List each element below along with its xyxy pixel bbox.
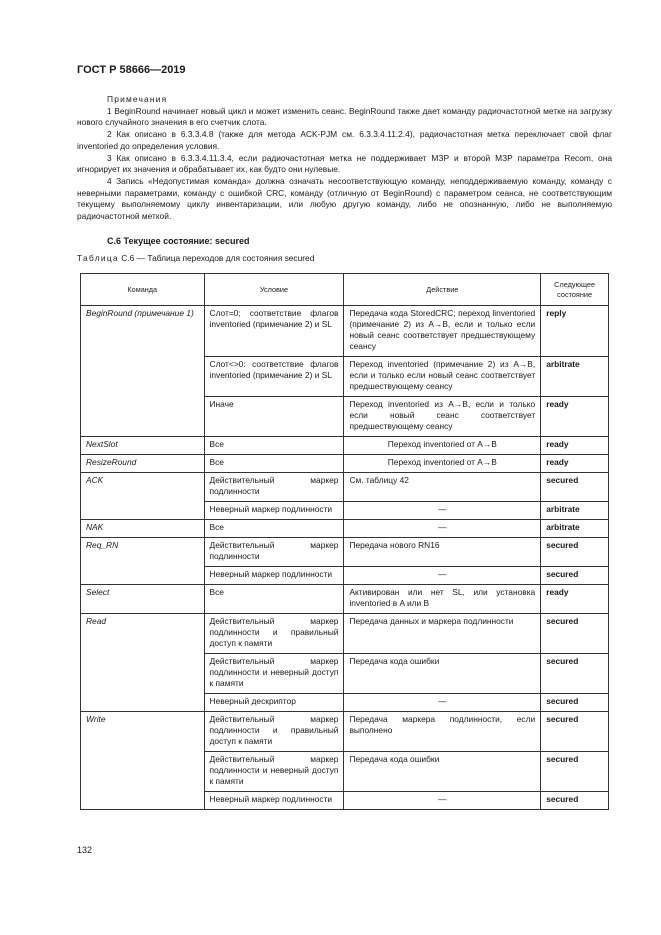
next-state-cell: ready xyxy=(541,397,609,437)
table-header-row xyxy=(81,274,609,306)
note-item: 1 BeginRound начинает новый цикл и может изменить сеанс. BeginRound также дает команду радиочастотной метке на загрузку нового случайного значения в его счетчик слота. xyxy=(77,105,612,128)
action-cell: Активирован или нет SL, или установка inventoried в A или B xyxy=(344,585,541,614)
command-cell: ACK xyxy=(81,473,205,520)
command-cell: Read xyxy=(81,614,205,712)
condition-cell: Иначе xyxy=(204,397,344,437)
condition-cell: Неверный маркер подлинности xyxy=(204,502,344,520)
condition-cell: Действительный маркер подлинности и неверный доступ к памяти xyxy=(204,654,344,694)
table-caption-prefix: Таблица xyxy=(77,253,119,263)
next-state-cell: secured xyxy=(541,473,609,502)
next-state-cell: ready xyxy=(541,585,609,614)
section-title: С.6 Текущее состояние: secured xyxy=(107,236,250,246)
table-row xyxy=(81,306,609,357)
condition-cell: Неверный маркер подлинности xyxy=(204,567,344,585)
next-state-cell: arbitrate xyxy=(541,520,609,538)
next-state-cell: secured xyxy=(541,538,609,567)
next-state-cell: secured xyxy=(541,614,609,654)
action-cell: — xyxy=(344,520,541,538)
action-cell: Передача кода ошибки xyxy=(344,752,541,792)
action-cell: Передача данных и маркера подлинности xyxy=(344,614,541,654)
action-cell: Передача кода StoredCRC; переход linventoried (примечание 2) из A→B, если и только если новый сеанс соответствует предшествующему сеансу xyxy=(344,306,541,357)
action-cell: — xyxy=(344,502,541,520)
header-condition: Условие xyxy=(204,274,344,306)
transition-table xyxy=(80,273,609,810)
document-header: ГОСТ Р 58666—2019 xyxy=(77,64,186,76)
notes-heading: Примечания xyxy=(107,94,168,104)
note-item: 3 Как описано в 6.3.3.4.11.3.4, если радиочастотная метка не поддерживает МЗР и второй МЗР параметра Recom, она игнорирует их значения и обрабатывает их, как будто они нулевые. xyxy=(77,152,612,175)
next-state-cell: secured xyxy=(541,694,609,712)
action-cell: Переход inventoried от A→B xyxy=(344,455,541,473)
next-state-cell: arbitrate xyxy=(541,357,609,397)
action-cell: — xyxy=(344,567,541,585)
next-state-cell: ready xyxy=(541,455,609,473)
command-cell: NAK xyxy=(81,520,205,538)
command-cell: BeginRound (примечание 1) xyxy=(81,306,205,437)
next-state-cell: secured xyxy=(541,654,609,694)
action-cell: Переход inventoried от A→B xyxy=(344,437,541,455)
next-state-cell: reply xyxy=(541,306,609,357)
table-row xyxy=(81,614,609,654)
action-cell: См. таблицу 42 xyxy=(344,473,541,502)
condition-cell: Слот=0; соответствие флагов inventoried (примечание 2) и SL xyxy=(204,306,344,357)
table-row xyxy=(81,520,609,538)
note-item: 4 Запись «Недопустимая команда» должна означать несоответствующую команду, неподдерживаемую команду, команду с неверными параметрами, команду с ошибкой CRC, команду (отличную от BeginRound) с параметром сеанса, не соответствующим текущему выполняемому циклу инвентаризации, или любую другую команду, либо не опознанную, либо не выполняемую радиочастотной меткой. xyxy=(77,175,612,222)
table-row xyxy=(81,437,609,455)
condition-cell: Все xyxy=(204,585,344,614)
action-cell: — xyxy=(344,792,541,810)
command-cell: Write xyxy=(81,712,205,810)
command-cell: Req_RN xyxy=(81,538,205,585)
condition-cell: Действительный маркер подлинности и правильный доступ к памяти xyxy=(204,712,344,752)
next-state-cell: secured xyxy=(541,792,609,810)
header-command: Команда xyxy=(81,274,205,306)
table-caption xyxy=(77,253,314,263)
condition-cell: Действительный маркер подлинности и неверный доступ к памяти xyxy=(204,752,344,792)
table-row xyxy=(81,473,609,502)
header-action: Действие xyxy=(344,274,541,306)
command-cell: ResizeRound xyxy=(81,455,205,473)
action-cell: Передача маркера подлинности, если выполнено xyxy=(344,712,541,752)
action-cell: Переход inventoried (примечание 2) из A→B, если и только если новый сеанс соответствует предшествующему сеансу xyxy=(344,357,541,397)
next-state-cell: secured xyxy=(541,567,609,585)
action-cell: — xyxy=(344,694,541,712)
action-cell: Передача нового RN16 xyxy=(344,538,541,567)
action-cell: Переход inventoried из A→B, если и только если новый сеанс соответствует предшествующему сеансу xyxy=(344,397,541,437)
next-state-cell: secured xyxy=(541,752,609,792)
condition-cell: Все xyxy=(204,437,344,455)
table-caption-text: С.6 — Таблица переходов для состояния secured xyxy=(121,253,315,263)
condition-cell: Действительный маркер подлинности xyxy=(204,473,344,502)
condition-cell: Неверный дескриптор xyxy=(204,694,344,712)
command-cell: Select xyxy=(81,585,205,614)
page-number: 132 xyxy=(77,845,93,855)
header-next-state: Следующее состояние xyxy=(541,274,609,306)
note-item: 2 Как описано в 6.3.3.4.8 (также для метода ACK-PJM см. 6.3.3.4.11.2.4), радиочастотная метка переключает свой флаг inventoried до определения условия. xyxy=(77,129,612,151)
table-row xyxy=(81,538,609,567)
condition-cell: Слот<>0: соответствие флагов inventoried (примечание 2) и SL xyxy=(204,357,344,397)
condition-cell: Все xyxy=(204,455,344,473)
next-state-cell: ready xyxy=(541,437,609,455)
condition-cell: Действительный маркер подлинности xyxy=(204,538,344,567)
table-row xyxy=(81,712,609,752)
notes-block xyxy=(77,94,612,223)
table-row xyxy=(81,455,609,473)
next-state-cell: arbitrate xyxy=(541,502,609,520)
condition-cell: Неверный маркер подлинности xyxy=(204,792,344,810)
condition-cell: Действительный маркер подлинности и правильный доступ к памяти xyxy=(204,614,344,654)
condition-cell: Все xyxy=(204,520,344,538)
table-row xyxy=(81,585,609,614)
command-cell: NextSlot xyxy=(81,437,205,455)
next-state-cell: secured xyxy=(541,712,609,752)
action-cell: Передача кода ошибки xyxy=(344,654,541,694)
